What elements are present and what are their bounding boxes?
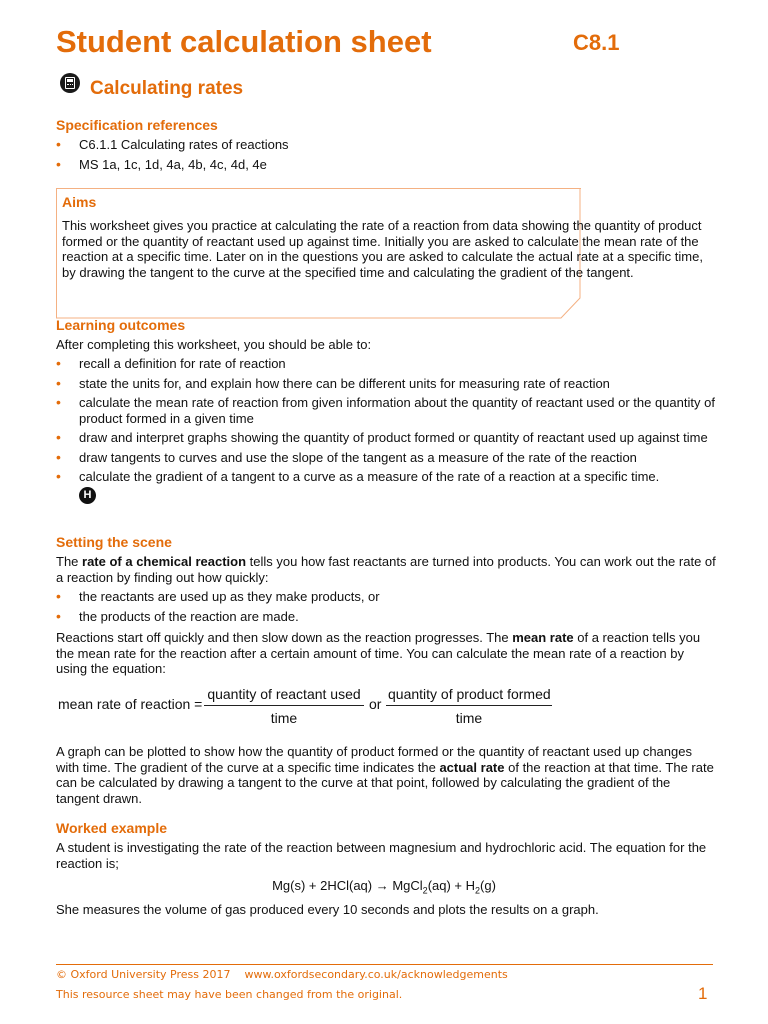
footer-notice: This resource sheet may have been changed from the original. — [56, 988, 403, 1001]
footer-copyright: © Oxford University Press 2017 www.oxfordsecondary.co.uk/acknowledgements — [56, 968, 508, 981]
list-item: • recall a definition for rate of reaction — [56, 356, 716, 372]
list-item — [56, 469, 716, 504]
chemical-equation: Mg(s) + 2HCl(aq) → MgCl$_2$(aq) + $H_2(g)$ — [272, 878, 496, 896]
fraction-denominator: time — [455, 710, 483, 726]
spec-list — [56, 137, 716, 172]
aims-heading: Aims — [62, 194, 97, 210]
sheet-code: C8.1 — [573, 30, 620, 55]
list-item: • MS 1a, 1c, 1d, 4a, 4b, 4c, 4d, 4e — [56, 157, 716, 173]
list-item: • draw and interpret graphs showing the quantity of product formed or quantity of reactant used up against time — [56, 430, 716, 446]
list-item: • the products of the reaction are made. — [56, 609, 716, 625]
worked-paragraph-2: She measures the volume of gas produced every 10 seconds and plots the results on a graph. — [56, 902, 599, 917]
outcomes-heading: Learning outcomes — [56, 317, 186, 333]
key-term: mean rate — [512, 630, 574, 645]
fraction-reactant — [204, 686, 364, 726]
spec-heading: Specification references — [56, 117, 218, 133]
scene-heading: Setting the scene — [56, 534, 172, 550]
list-item: • calculate the mean rate of reaction from given information about the quantity of reactant used or the quantity of product formed in a given time — [56, 395, 716, 426]
list-item-text: calculate the gradient of a tangent to a curve as a measure of the rate of a reaction at a specific time. — [79, 469, 660, 484]
page-title: Student calculation sheet — [56, 24, 432, 59]
fraction-denominator: time — [270, 710, 298, 726]
list-item: • state the units for, and explain how there can be different units for measuring rate of reaction — [56, 376, 716, 392]
worked-paragraph-1: A student is investigating the rate of the reaction between magnesium and hydrochloric acid. The equation for the reaction is; — [56, 840, 707, 871]
outcomes-intro: After completing this worksheet, you should be able to: — [56, 337, 372, 352]
calculator-icon — [60, 73, 80, 93]
higher-tier-badge: H — [79, 487, 96, 504]
outcomes-list — [56, 356, 716, 504]
equation-or: or — [369, 696, 382, 712]
key-term: rate of a chemical reaction — [82, 554, 247, 569]
key-term: actual rate — [439, 759, 505, 775]
scene-paragraph-3: A graph can be plotted to show how the quantity of product formed or the quantity of reactant used up changes with time. The gradient of the curve at a specific time indicates the actual rate of the reaction at that time. The rate can be calculated by drawing a tangent to the curve at that point, followed by calculating the gradient of the tangent drawn. — [56, 744, 714, 806]
list-item: • draw tangents to curves and use the slope of the tangent as a measure of the rate of the reaction — [56, 450, 716, 466]
aims-text: This worksheet gives you practice at calculating the rate of a reaction from data showing the quantity of product formed or the quantity of reactant used up against time. Initially you are asked to calculate the mean rate of the reaction at a specific time. Later on in the questions you are asked to calculate the actual rate at a specific time, by drawing the tangent to the curve at the specified time and calculating the gradient of the tangent. — [62, 218, 703, 280]
page-number: 1 — [698, 984, 708, 1003]
page-subtitle: Calculating rates — [90, 78, 244, 99]
fraction-numerator: quantity of reactant used — [204, 686, 364, 706]
scene-paragraph-1: The rate of a chemical reaction tells you how fast reactants are turned into products. You can work out the rate of a reaction by finding out how quickly: — [56, 554, 716, 585]
fraction-numerator: quantity of product formed — [386, 686, 552, 706]
list-item: • C6.1.1 Calculating rates of reactions — [56, 137, 716, 153]
footer-divider — [56, 964, 713, 965]
scene-list — [56, 589, 716, 624]
scene-paragraph-2: Reactions start off quickly and then slow down as the reaction progresses. The mean rate of a reaction tells you the mean rate for the reaction after a certain amount of time. You can calculate the mean rate of a reaction by using the equation: — [56, 630, 701, 676]
equation-label: mean rate of reaction = — [58, 696, 203, 712]
fraction-product — [386, 686, 552, 726]
list-item: • the reactants are used up as they make products, or — [56, 589, 716, 605]
worked-heading: Worked example — [56, 820, 168, 836]
